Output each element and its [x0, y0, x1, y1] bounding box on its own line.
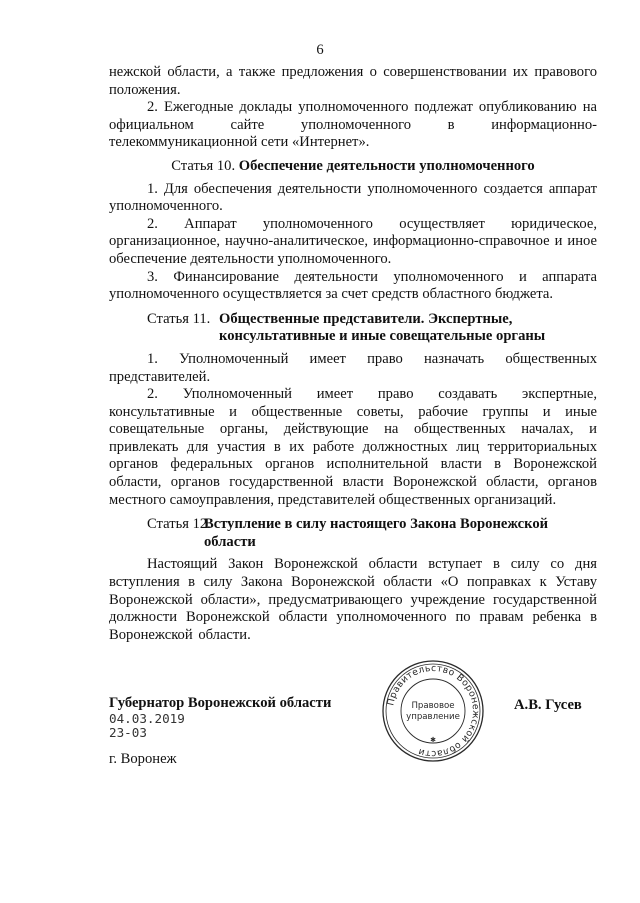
article-10-part-2: 2. Аппарат уполномоченного осуществляет юридическое, организационное, научно-аналитическое, информационно-справочное и иное обеспечение деятельности уполномоченного.	[109, 215, 597, 267]
document-body	[109, 64, 597, 644]
article-12-title: Вступление в силу настоящего Закона Воронежской области	[204, 516, 549, 550]
seal-ring-text: Правительство Воронежской области	[385, 662, 482, 760]
article-11-title: Общественные представители. Экспертные, консультативные и иные совещательные органы	[219, 310, 546, 345]
paragraph-reports: 2. Ежегодные доклады уполномоченного подлежат опубликованию на официальном сайте уполномоченного в информационно-телекоммуникационной сети «Интернет».	[109, 99, 597, 151]
seal-center-line-1: Правовое	[411, 701, 455, 711]
seal-star-icon: ✱	[430, 736, 436, 744]
signature-date: 04.03.2019	[109, 711, 185, 726]
article-11-number: Статья 11.	[147, 310, 211, 327]
paragraph-continued: нежской области, а также предложения о совершенствовании их правового положения.	[109, 64, 597, 98]
registration-number: 23-03	[109, 725, 147, 740]
article-10-part-3: 3. Финансирование деятельности уполномоченного и аппарата уполномоченного осуществляется за счет средств областного бюджета.	[109, 268, 597, 303]
article-11-part-1: 1. Уполномоченный имеет право назначать общественных представителей.	[109, 350, 597, 385]
article-12-text: Настоящий Закон Воронежской области вступает в силу со дня вступления в силу Закона Воронежской области «О поправках к Уставу Воронежской области», предусматривающего учреждение государственной должности Воронежской области уполномоченного по правам ребенка в Воронежской области.	[109, 556, 597, 643]
article-10-title: Обеспечение деятельности уполномоченного	[238, 157, 535, 174]
city-name: г. Воронеж	[109, 751, 177, 767]
article-11-heading	[109, 311, 597, 346]
article-12-number: Статья 12.	[147, 516, 211, 533]
article-12-heading	[109, 516, 597, 551]
article-10-heading	[109, 158, 597, 176]
official-seal	[381, 659, 485, 763]
article-10-number: Статья 10.	[171, 157, 236, 174]
signatory-name: А.В. Гусев	[514, 697, 582, 713]
article-11-part-2: 2. Уполномоченный имеет право создавать экспертные, консультативные и общественные советы, рабочие группы и иные совещательные органы, действующие на общественных началах, и привлекать для участия в их работе должностных лиц территориальных органов федеральных органов исполнительной власти в Воронежской области, органов государственной власти Воронежской области, органов местного самоуправления, представителей общественных организаций.	[109, 386, 597, 508]
seal-center-line-2: управление	[406, 712, 460, 722]
page-number: 6	[316, 42, 324, 58]
article-10-part-1: 1. Для обеспечения деятельности уполномоченного создается аппарат уполномоченного.	[109, 180, 597, 215]
signature-title: Губернатор Воронежской области	[109, 695, 332, 711]
